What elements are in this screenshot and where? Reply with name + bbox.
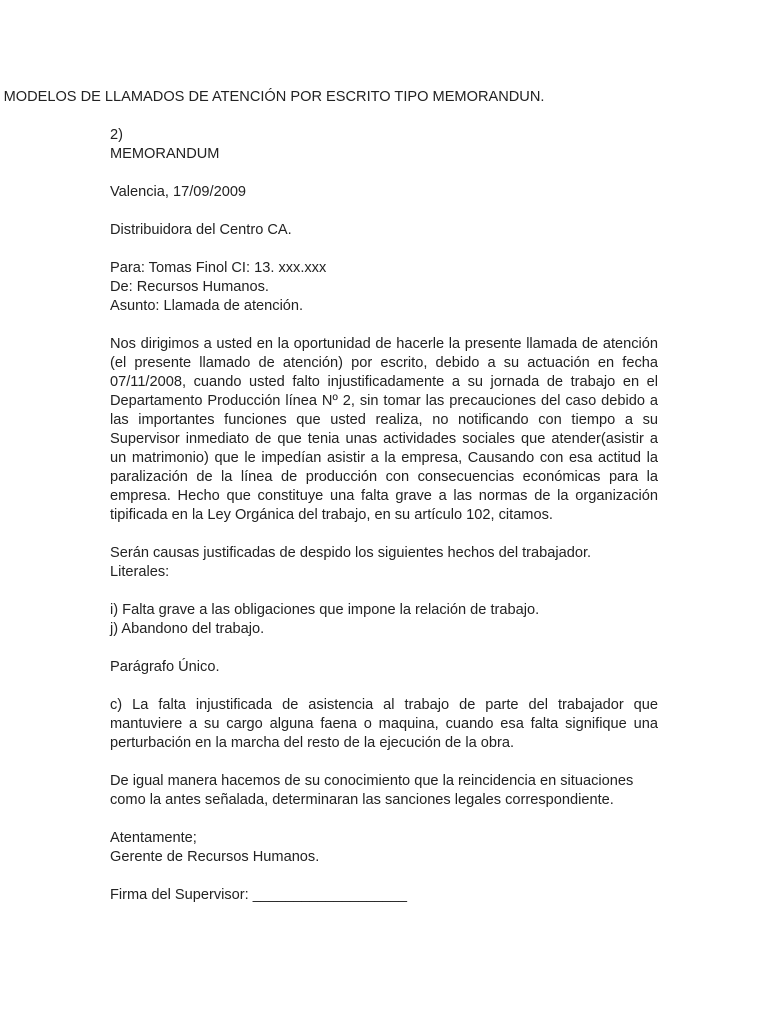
causes-intro: Serán causas justificadas de despido los siguientes hechos del trabajador.	[110, 545, 592, 561]
supervisor-signature-line: Firma del Supervisor: ___________________	[110, 887, 407, 903]
to-line: Para: Tomas Finol CI: 13. xxx.xxx	[110, 260, 327, 276]
closing-paragraph: De igual manera hacemos de su conocimiento que la reincidencia en situaciones como la antes señalada, determinaran las sanciones legales correspondiente.	[110, 773, 634, 808]
memo-page	[110, 0, 658, 1024]
causes-list	[110, 601, 658, 639]
company-name: Distribuidora del Centro CA.	[110, 222, 292, 238]
memo-header	[110, 126, 658, 164]
memo-addressing	[110, 259, 658, 316]
memo-number: 2)	[110, 127, 123, 143]
from-line: De: Recursos Humanos.	[110, 279, 269, 295]
list-item-j: j) Abandono del trabajo.	[110, 621, 265, 637]
salutation: Atentamente;	[110, 830, 197, 846]
literales-label: Literales:	[110, 564, 170, 580]
list-item-i: i) Falta grave a las obligaciones que impone la relación de trabajo.	[110, 602, 540, 618]
body-paragraph: Nos dirigimos a usted en la oportunidad de hacerle la presente llamada de atención (el presente llamado de atención) por escrito, debido a su actuación en fecha 07/11/2008, cuando usted falto injustificadamente a su jornada de trabajo en el Departamento Producción línea Nº 2, sin tomar las precauciones del caso debido a las importantes funciones que usted realiza, no notificando con tiempo a su Supervisor inmediato de que tenia unas actividades sociales que atender(asistir a un matrimonio) que le impedían asistir a la empresa, Causando con esa actitud la paralización de la línea de producción con consecuencias económicas para la empresa. Hecho que constituye una falta grave a las normas de la organización tipificada en la Ley Orgánica del trabajo, en su artículo 102, citamos.	[110, 336, 658, 523]
memo-heading: MEMORANDUM	[110, 146, 220, 162]
signature-block	[110, 829, 658, 867]
subject-line: Asunto: Llamada de atención.	[110, 298, 304, 314]
signer-title: Gerente de Recursos Humanos.	[110, 849, 320, 865]
document-title: MODELOS DE LLAMADOS DE ATENCIÓN POR ESCRITO TIPO MEMORANDUN.	[3, 89, 545, 105]
memo-date: Valencia, 17/09/2009	[110, 184, 247, 200]
paragrafo-heading: Parágrafo Único.	[110, 659, 220, 675]
causes-section	[110, 544, 658, 582]
list-item-c: c) La falta injustificada de asistencia al trabajo de parte del trabajador que mantuviere a su cargo alguna faena o maquina, cuando esa falta signifique una perturbación en la marcha del resto de la ejecución de la obra.	[110, 697, 658, 751]
